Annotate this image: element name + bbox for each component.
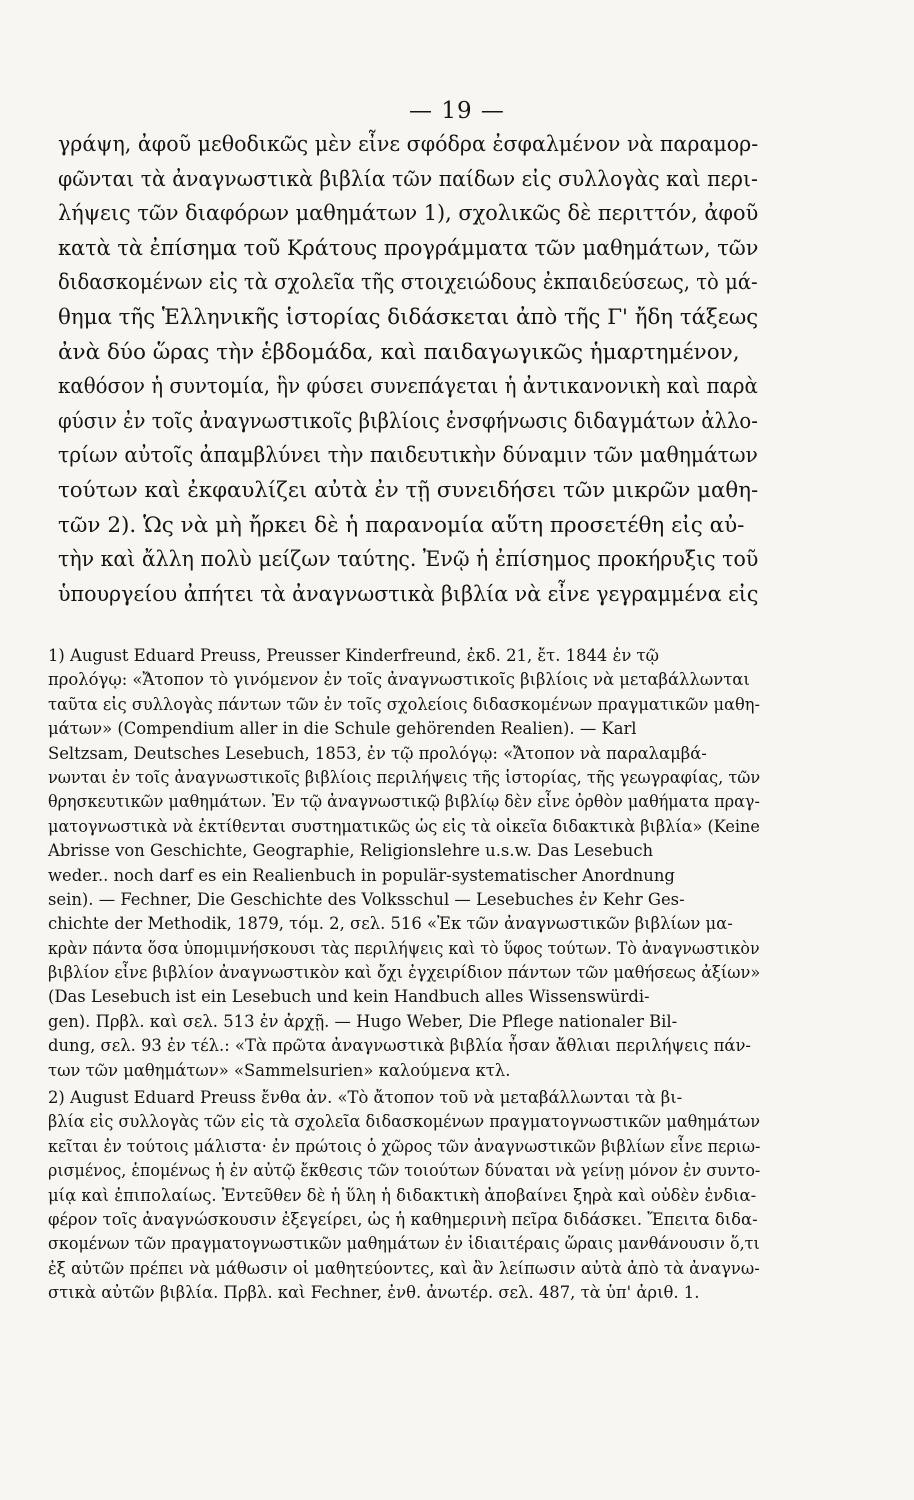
page-number: — 19 — xyxy=(409,98,505,124)
text-line: λήψεις τῶν διαφόρων μαθημάτων 1), σχολικῶς δὲ περιττόν, ἀφοῦ xyxy=(58,201,759,227)
footnote-line: ματογνωστικὰ νὰ ἐκτίθενται συστηματικῶς ὡς εἰς τὰ οἰκεῖα διδακτικὰ βιβλία» (Keine xyxy=(48,816,760,836)
text-line: κατὰ τὰ ἐπίσημα τοῦ Κράτους προγράμματα τῶν μαθημάτων, τῶν xyxy=(58,235,759,261)
text-line: καθόσον ἡ συντομία, ἣν φύσει συνεπάγεται ἡ ἀντικανονικὴ καὶ παρὰ xyxy=(58,374,758,400)
footnote-line: θρησκευτικῶν μαθημάτων. Ἐν τῷ ἀναγνωστικῷ βιβλίῳ δὲν εἶνε ὀρθὸν μαθήματα πραγ- xyxy=(48,792,760,812)
footnote-line: Abrisse von Geschichte, Geographie, Religionslehre u.s.w. Das Lesebuch xyxy=(48,841,654,861)
text-line: φῶνται τὰ ἀναγνωστικὰ βιβλία τῶν παίδων εἰς συλλογὰς καὶ περι- xyxy=(58,166,758,192)
footnote-line: προλόγῳ: «Ἄτοπον τὸ γινόμενον ἐν τοῖς ἀναγνωστικοῖς βιβλίοις νὰ μεταβάλλωνται xyxy=(48,670,750,690)
footnote-line: νωνται ἐν τοῖς ἀναγνωστικοῖς βιβλίοις περιλήψεις τῆς ἱστορίας, τῆς γεωγραφίας, τῶν xyxy=(48,767,761,787)
footnote-line: Seltzsam, Deutsches Lesebuch, 1853, ἐν τῷ προλόγῳ: «Ἄτοπον νὰ παραλαμβά- xyxy=(48,743,707,763)
footnote-line: weder.. noch darf es ein Realienbuch in populär-systematischer Anordnung xyxy=(48,865,675,885)
text-line: θημα τῆς Ἑλληνικῆς ἱστορίας διδάσκεται ἀπὸ τῆς Γ' ἤδη τάξεως xyxy=(58,304,759,330)
footnote-line: στικὰ αὐτῶν βιβλία. Πρβλ. καὶ Fechner, ἐνθ. ἀνωτέρ. σελ. 487, τὰ ὑπ' ἀριθ. 1. xyxy=(48,1283,700,1303)
footnote-line: dung, σελ. 93 ἐν τέλ.: «Τὰ πρῶτα ἀναγνωστικὰ βιβλία ἦσαν ἄθλιαι περιλήψεις πάν- xyxy=(48,1036,751,1056)
text-line: διδασκομένων εἰς τὰ σχολεῖα τῆς στοιχειώδους ἐκπαιδεύσεως, τὸ μά- xyxy=(58,270,758,296)
footnote-line: κεῖται ἐν τούτοις μάλιστα· ἐν πρώτοις ὁ χῶρος τῶν ἀναγνωστικῶν βιβλίων εἶνε περιω- xyxy=(48,1136,761,1156)
footnote-line: chichte der Methodik, 1879, τόμ. 2, σελ. 516 «Ἐκ τῶν ἀναγνωστικῶν βιβλίων μα- xyxy=(48,914,733,934)
footnote-line: βλία εἰς συλλογὰς τῶν εἰς τὰ σχολεῖα διδασκομένων πραγματογνωστικῶν μαθημάτων xyxy=(48,1112,760,1132)
footnote-line: κρὰν πάντα ὅσα ὑπομιμνήσκουσι τὰς περιλήψεις καὶ τὸ ὕφος τούτων. Τὸ ἀναγνωστικὸν xyxy=(48,938,760,958)
footnote-line: 2) August Eduard Preuss ἔνθα ἀν. «Τὸ ἄτοπον τοῦ νὰ μεταβάλλωνται τὰ βι- xyxy=(48,1088,683,1108)
footnote-line: 1) August Eduard Preuss, Preusser Kinderfreund, ἐκδ. 21, ἔτ. 1844 ἐν τῷ xyxy=(48,646,659,665)
text-line: τρίων αὐτοῖς ἀπαμβλύνει τὴν παιδευτικὴν δύναμιν τῶν μαθημάτων xyxy=(58,443,758,469)
footnote-line: ταῦτα εἰς συλλογὰς πάντων τῶν ἐν τοῖς σχολείοις διδασκομένων πραγματικῶν μαθη- xyxy=(48,694,760,714)
text-line: ἀνὰ δύο ὥρας τὴν ἑβδομάδα, καὶ παιδαγωγικῶς ἡμαρτημένον, xyxy=(58,339,740,365)
footnote-line: σκομένων τῶν πραγματογνωστικῶν μαθημάτων ἐν ἰδιαιτέραις ὥραις μανθάνουσιν ὅ,τι xyxy=(48,1234,760,1254)
text-line: τούτων καὶ ἐκφαυλίζει αὐτὰ ἐν τῇ συνειδήσει τῶν μικρῶν μαθη- xyxy=(58,477,759,503)
footnote-line: gen). Πρβλ. καὶ σελ. 513 ἐν ἀρχῇ. — Hugo Weber, Die Pflege nationaler Bil- xyxy=(48,1011,678,1031)
footnotes xyxy=(48,644,760,1306)
footnote-line: των τῶν μαθημάτων» «Sammelsurien» καλούμενα κτλ. xyxy=(48,1060,511,1080)
footnote-line: μίᾳ καὶ ἐπιπολαίως. Ἐντεῦθεν δὲ ἡ ὕλη ἡ διδακτικὴ ἀποβαίνει ξηρὰ καὶ οὐδὲν ἐνδια- xyxy=(48,1185,757,1205)
text-line: τῶν 2). Ὡς νὰ μὴ ἤρκει δὲ ἡ παρανομία αὕτη προσετέθη εἰς αὐ- xyxy=(58,512,745,538)
text-line: ὑπουργείου ἀπήτει τὰ ἀναγνωστικὰ βιβλία νὰ εἶνε γεγραμμένα εἰς xyxy=(58,581,759,607)
footnote-line: (Das Lesebuch ist ein Lesebuch und kein Handbuch alles Wissenswürdi- xyxy=(48,987,650,1007)
text-line: φύσιν ἐν τοῖς ἀναγνωστικοῖς βιβλίοις ἐνσφήνωσις διδαγμάτων ἀλλο- xyxy=(58,408,758,434)
footnote-line: μάτων» (Compendium aller in die Schule gehörenden Realien). — Karl xyxy=(48,719,637,739)
footnote-line: ἐξ αὐτῶν πρέπει νὰ μάθωσιν οἱ μαθητεύοντες, καὶ ἂν λείπωσιν αὐτὰ ἀπὸ τὰ ἀναγνω- xyxy=(48,1258,760,1278)
text-line: γράψη, ἀφοῦ μεθοδικῶς μὲν εἶνε σφόδρα ἐσφαλμένον νὰ παραμορ- xyxy=(58,132,759,157)
text-line: τὴν καὶ ἄλλη πολὺ μείζων ταύτης. Ἐνῷ ἡ ἐπίσημος προκήρυξις τοῦ xyxy=(58,547,759,573)
footnote-line: ρισμένος, ἑπομένως ἡ ἐν αὐτῷ ἔκθεσις τῶν τοιούτων δύναται νὰ γείνῃ μόνον ἐν συντο- xyxy=(48,1161,761,1181)
footnote-line: φέρον τοῖς ἀναγνώσκουσιν ἐξεγείρει, ὡς ἡ καθημερινὴ πεῖρα διδάσκει. Ἔπειτα διδα- xyxy=(48,1209,758,1229)
body-text xyxy=(58,128,758,612)
footnote-line: sein). — Fechner, Die Geschichte des Volksschul — Lesebuches ἐν Kehr Ges- xyxy=(48,889,685,909)
footnote-line: βιβλίον εἶνε βιβλίον ἀναγνωστικὸν καὶ ὄχι ἐγχειρίδιον πάντων τῶν μαθήσεως ἀξίων» xyxy=(48,963,761,983)
